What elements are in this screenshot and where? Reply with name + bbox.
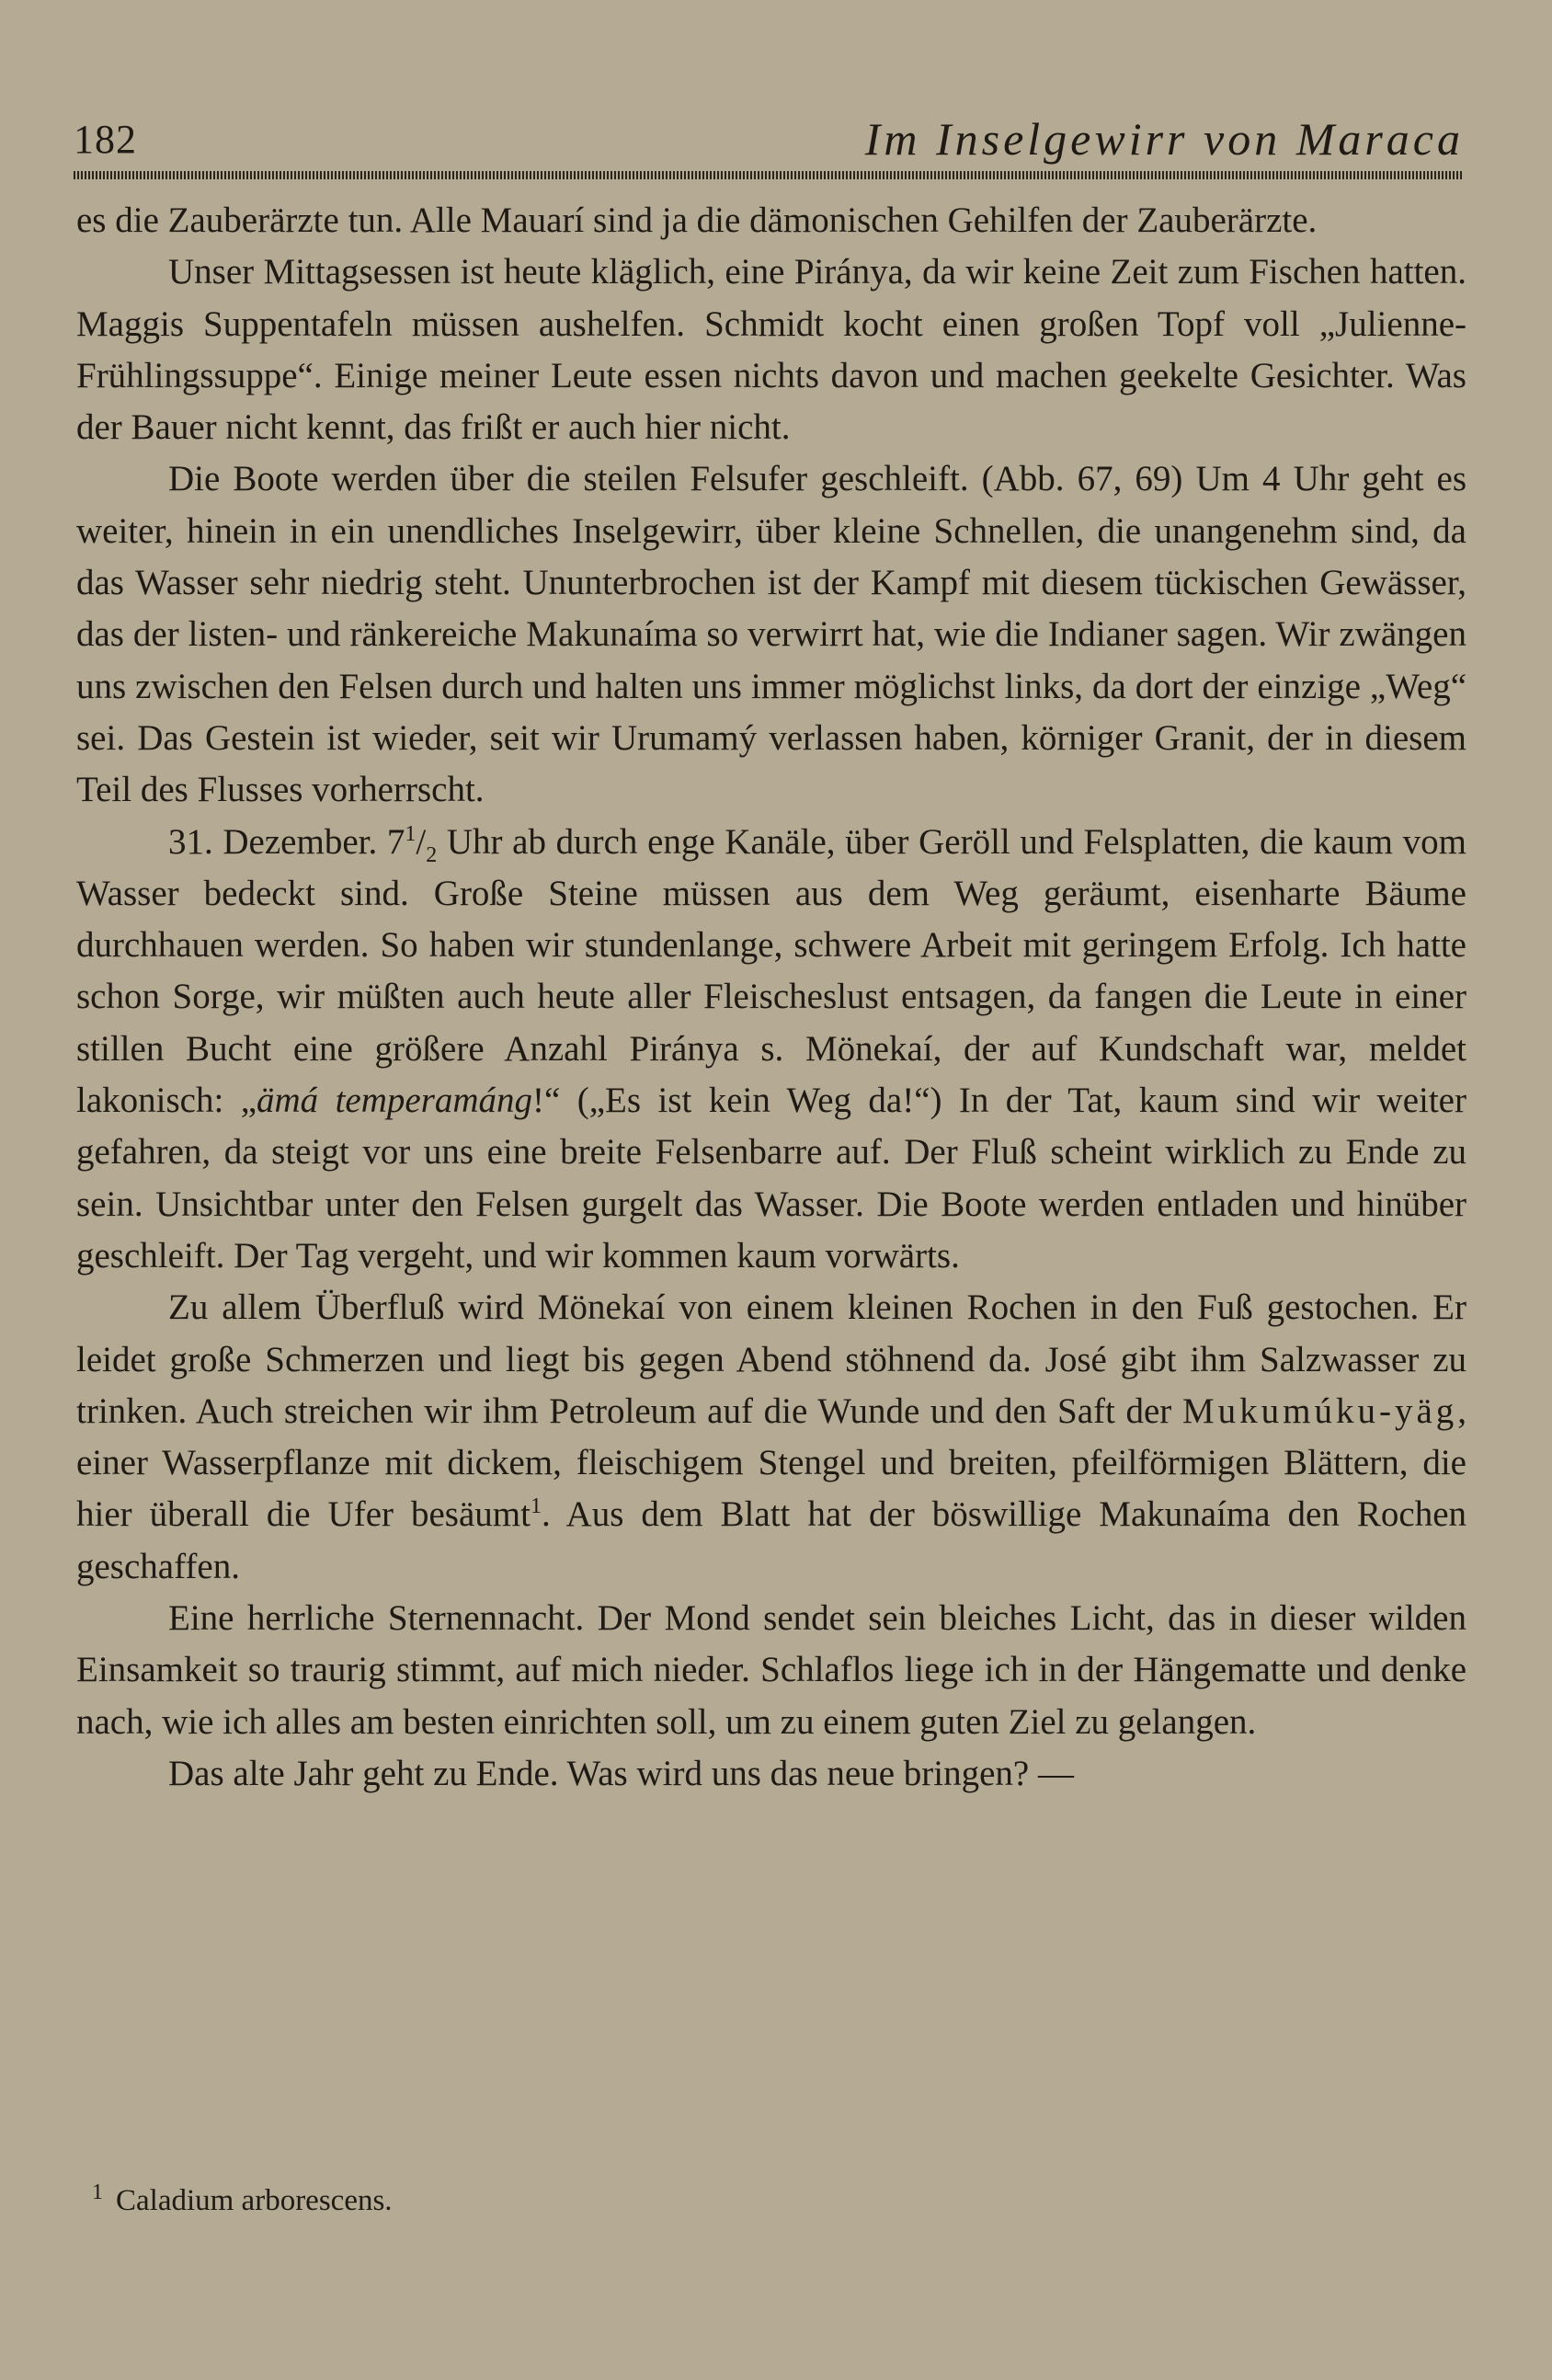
running-head: Im Inselgewirr von Maraca — [864, 113, 1464, 165]
page-header — [74, 109, 1464, 173]
paragraph-4-middle: Uhr ab durch enge Kanäle, über Geröll und Felsplatten, die kaum vom Wasser bedeckt sind. Große Steine müssen aus dem Weg geräumt, eisenharte Bäume durchhauen werden. So haben wir stundenlange, schwere Arbeit mit geringem Erfolg. Ich hatte schon Sorge, wir müßten auch heute aller Fleischeslust entsagen, da fangen die Leute in einer stillen Bucht eine größere Anzahl Piránya s. Mönekaí, der auf Kundschaft war, meldet lakonisch: „ — [76, 821, 1466, 1121]
footnote — [92, 2180, 1453, 2222]
paragraph-6: Eine herrliche Sternennacht. Der Mond sendet sein bleiches Licht, das in dieser wilden Einsamkeit so traurig stimmt, auf mich nieder. Schlaflos liege ich in der Hängematte und denke nach, wie ich alles am besten einrichten soll, um zu einem guten Ziel zu gelangen. — [76, 1598, 1466, 1742]
footnote-reference[interactable]: 1 — [530, 1494, 542, 1519]
footnote-text: Caladium arborescens. — [116, 2184, 393, 2217]
paragraph-2: Unser Mittagsessen ist heute kläglich, eine Piránya, da wir keine Zeit zum Fischen hatten. Maggis Suppentafeln müssen aushelfen. Schmidt kocht einen großen Topf voll „Julienne-Frühlingssuppe“. Einige meiner Leute essen nichts davon und machen geekelte Gesichter. Was der Bauer nicht kennt, das frißt er auch hier nicht. — [76, 252, 1466, 448]
paragraph-5-middle: , einer Wasserpflanze mit dickem, fleischigem Stengel und breiten, pfeilförmigen Blättern, die hier überall die Ufer besäumt — [76, 1390, 1466, 1535]
paragraph-1: es die Zauberärzte tun. Alle Mauarí sind ja die dämonischen Gehilfen der Zauberärzte. — [76, 200, 1318, 240]
quoted-speech: ämá temperamáng — [257, 1081, 533, 1121]
plant-name: Mukumúku-yäg — [1181, 1390, 1458, 1431]
paragraph-4-end: !“ („Es ist kein Weg da!“) In der Tat, kaum sind wir weiter gefahren, da steigt vor uns eine breite Felsenbarre auf. Der Fluß scheint wirklich zu Ende zu sein. Unsichtbar unter den Felsen gurgelt das Wasser. Die Boote werden entladen und hinüber geschleift. Der Tag vergeht, und wir kommen kaum vorwärts. — [76, 1081, 1466, 1276]
paragraph-3: Die Boote werden über die steilen Felsufer geschleift. (Abb. 67, 69) Um 4 Uhr geht es weiter, hinein in ein unendliches Inselgewirr, über kleine Schnellen, die unangenehm sind, da das Wasser sehr niedrig steht. Ununterbrochen ist der Kampf mit diesem tückischen Gewässer, das der listen- und ränkereiche Makunaíma so verwirrt hat, wie die Indianer sagen. Wir zwängen uns zwischen den Felsen durch und halten uns immer möglichst links, da dort der einzige „Weg“ sei. Das Gestein ist wieder, seit wir Urumamý verlassen haben, körniger Granit, der in diesem Teil des Flusses vorherrscht. — [76, 459, 1466, 810]
paragraph-5 — [76, 1282, 1466, 1593]
footnote-marker: 1 — [92, 2180, 103, 2204]
paragraph-5-end: . Aus dem Blatt hat der böswillige Makunaíma den Rochen geschaffen. — [76, 1494, 1466, 1586]
fraction-denominator: 2 — [426, 842, 438, 867]
body-text — [76, 195, 1466, 1800]
fraction-numerator: 1 — [405, 821, 417, 846]
paragraph-4: 31. Dezember. $7^1/_2$ Uhr ab durch enge Kanäle, über Geröll und Felsplatten, die kaum vom Wasser bedeckt sind. Große Steine müssen aus dem Weg geräumt, eisenharte Bäume durchhauen werden. So haben wir stundenlange, schwere Arbeit mit geringem Erfolg. Ich hatte schon Sorge, wir müßten auch heute aller Fleischeslust entsagen, da fangen die Leute in einer stillen Bucht eine größere Anzahl Piránya s. Mönekaí, der auf Kundschaft war, meldet lakonisch: „ämá temperamáng!“ („Es ist kein Weg da!“) In der Tat, kaum sind wir weiter gefahren, da steigt vor uns eine breite Felsenbarre auf. Der Fluß scheint wirklich zu Ende zu sein. Unsichtbar unter den Felsen gurgelt das Wasser. Die Boote werden entladen und hinüber geschleift. Der Tag vergeht, und wir kommen kaum vorwärts. — [76, 821, 1466, 1276]
header-rule — [74, 171, 1464, 179]
paragraph-7: Das alte Jahr geht zu Ende. Was wird uns das neue bringen? — — [168, 1753, 1074, 1793]
page-number: 182 — [74, 117, 137, 162]
paragraph-5-start: Zu allem Überfluß wird Mönekaí von einem kleinen Rochen in den Fuß gestochen. Er leidet große Schmerzen und liegt bis gegen Abend stöhnend da. José gibt ihm Salzwasser zu trinken. Auch streichen wir ihm Petroleum auf die Wunde und den Saft der — [76, 1287, 1466, 1431]
paragraph-4-start: 31. Dezember. 7 — [168, 821, 405, 862]
